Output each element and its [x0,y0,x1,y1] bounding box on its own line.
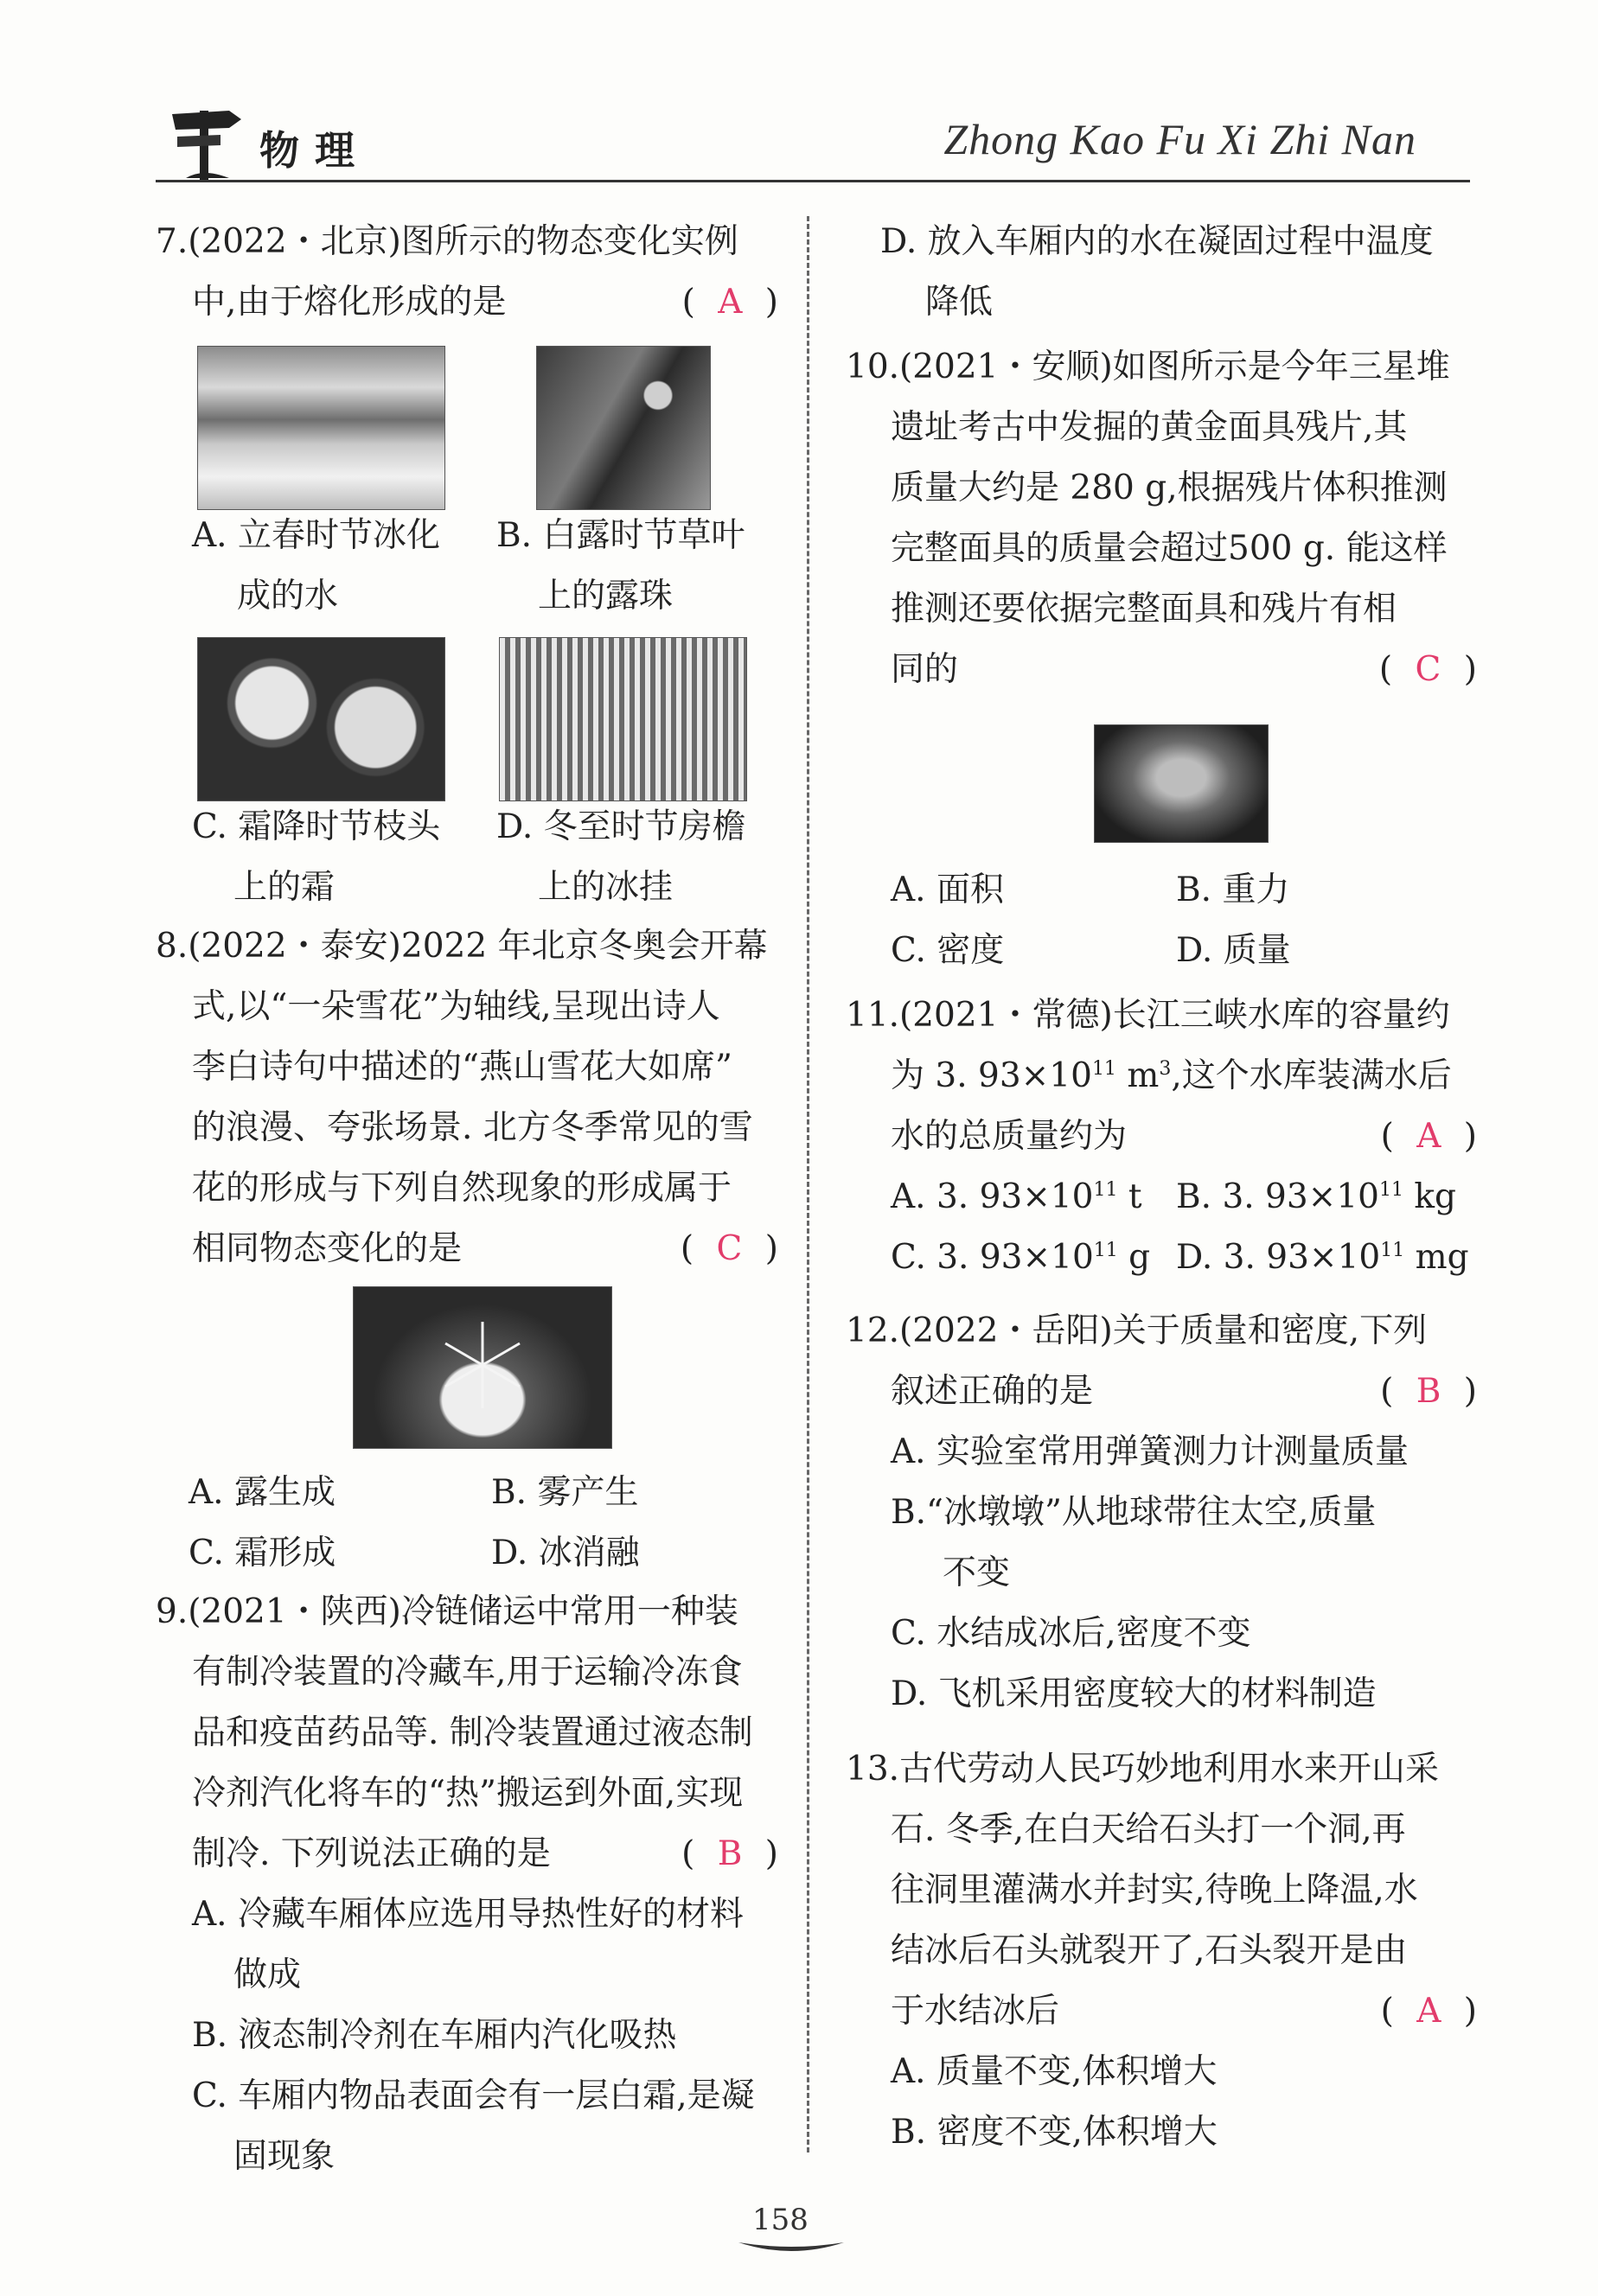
right-column-top [880,212,1477,333]
q13-line1: 13.古代劳动人民巧妙地利用水来开山采 [846,1750,1440,1789]
q13-answer-bracket: ( A ) [1380,1992,1477,2031]
q11-option-c [891,1228,1150,1288]
q8-line3: 李白诗句中描述的“燕山雪花大如席” [192,1048,732,1087]
q12-option-c: C. 水结成冰后,密度不变 [891,1614,1251,1653]
q9-line4: 冷剂汽化将车的“热”搬运到外面,实现 [192,1774,744,1813]
q12-line2 [846,1362,1477,1422]
q10-line1: 10.(2021・安顺)如图所示是今年三星堆 [846,348,1450,386]
q8-line6 [156,1219,778,1279]
q13-line5 [846,1981,1477,2042]
q13-answer: A [1416,1992,1441,2031]
q9-line1: 9.(2021・陕西)冷链储运中常用一种装 [156,1592,738,1631]
q11-option-c-exp: 11 [1093,1240,1118,1261]
q11-option-b-unit: kg [1403,1177,1456,1216]
q8-option-a: A. 露生成 [189,1473,336,1512]
q8-options [189,1463,794,1584]
left-column [156,212,778,333]
q8-line4: 的浪漫、夸张场景. 北方冬季常见的雪 [192,1108,753,1147]
page-number: 158 [752,2203,809,2237]
snowflake-icon [354,1287,611,1448]
q11-options-ab [846,1167,1477,1228]
page-number-swoosh-icon [735,2237,847,2256]
q7-stem-line1: 7.(2022・北京)图所示的物态变化实例 [156,222,738,261]
q8-option-c: C. 霜形成 [189,1534,336,1572]
q8-line5: 花的形成与下列自然现象的形成属于 [192,1169,732,1208]
q11-options-cd [846,1228,1477,1288]
q8-answer: C [716,1229,743,1268]
q10-option-c: C. 密度 [891,931,1005,970]
q10-line2: 遗址考古中发掘的黄金面具残片,其 [891,408,1408,447]
q11-option-c-value: C. 3. 93×10 [891,1238,1094,1277]
q8-stem-end: 相同物态变化的是 [192,1229,463,1268]
q7-stem-text: 中,由于熔化形成的是 [192,283,507,322]
q8-option-d: D. 冰消融 [491,1534,640,1572]
column-divider [807,216,809,2152]
q10-option-d: D. 质量 [1176,931,1291,970]
q12-block [846,1301,1477,1725]
q11-option-b-exp: 11 [1379,1179,1403,1201]
q10-figure-gold-mask [1094,724,1269,843]
q11-capacity-exponent: 11 [1091,1058,1116,1080]
q8-line2: 式,以“一朵雪花”为轴线,呈现出诗人 [192,987,720,1026]
q7-answer-bracket: ( A ) [681,283,778,322]
q10-line3: 质量大约是 280 g,根据残片体积推测 [891,469,1448,507]
q9-option-d-line2: 降低 [925,283,994,322]
q7-option-d-line2: 上的冰挂 [538,868,674,907]
q7-answer: A [718,283,743,322]
q11-line2-rest: ,这个水库装满水后 [1171,1056,1452,1095]
q7-figure-b-dew [536,346,711,510]
q9-line3: 品和疫苗药品等. 制冷装置通过液态制 [192,1713,753,1752]
q13-option-a: A. 质量不变,体积增大 [891,2052,1218,2091]
q7-option-b-line2: 上的露珠 [538,577,674,615]
q11-line3 [846,1107,1477,1167]
q10-block [846,337,1477,700]
q7-option-d-line1: D. 冬至时节房檐 [496,807,746,846]
q7-options-ab [192,506,797,627]
q7-option-c-line1: C. 霜降时节枝头 [192,807,441,846]
signpost-logo-icon [169,102,246,182]
q9-option-a-line2: 做成 [233,1955,302,1994]
q11-option-d-value: D. 3. 93×10 [1176,1238,1381,1277]
q9-answer: B [717,1834,743,1873]
q9-option-a-line1: A. 冷藏车厢体应选用导热性好的材料 [192,1895,744,1934]
q13-line2: 石. 冬季,在白天给石头打一个洞,再 [891,1810,1406,1849]
q10-answer-bracket: ( C ) [1378,650,1477,689]
q11-answer-bracket: ( A ) [1380,1117,1477,1156]
q11-option-d [1176,1228,1469,1288]
q12-line1: 12.(2022・岳阳)关于质量和密度,下列 [846,1311,1428,1350]
q7-options-cd [192,797,797,918]
q7-figure-a-ice-melting [197,346,445,510]
q9-option-b: B. 液态制冷剂在车厢内汽化吸热 [192,2016,677,2055]
q7-option-a-line2: 成的水 [237,577,339,615]
q8-figure-snowflake-ceremony [353,1286,612,1449]
q11-option-b-value: B. 3. 93×10 [1176,1177,1379,1216]
q11-line1: 11.(2021・常德)长江三峡水库的容量约 [846,996,1450,1035]
q12-answer-bracket: ( B ) [1380,1372,1477,1411]
q9-option-d-line1: D. 放入车厢内的水在凝固过程中温度 [880,222,1434,261]
series-title: Zhong Kao Fu Xi Zhi Nan [943,115,1416,163]
header-rule [156,180,1470,182]
q11-answer: A [1416,1117,1441,1156]
q11-capacity-value: 为 3. 93×10 [891,1056,1092,1095]
q8-option-b: B. 雾产生 [491,1473,639,1512]
q11-option-b [1176,1167,1456,1228]
q10-line5: 推测还要依据完整面具和残片有相 [891,590,1397,628]
q12-option-b-line1: B.“冰墩墩”从地球带往太空,质量 [891,1493,1377,1532]
q9-option-c-line2: 固现象 [233,2137,336,2176]
q11-option-d-exp: 11 [1380,1240,1405,1261]
q11-capacity-unit-power: 3 [1159,1058,1172,1080]
q10-line4: 完整面具的质量会超过500 g. 能这样 [891,529,1448,568]
q9-answer-bracket: ( B ) [681,1834,778,1873]
q13-line3: 往洞里灌满水并封实,待晚上降温,水 [891,1871,1418,1910]
q13-block [846,1739,1477,2163]
q9-block [156,1582,778,2187]
q8-line1: 8.(2022・泰安)2022 年北京冬奥会开幕 [156,927,768,966]
q13-line4: 结冰后石头就裂开了,石头裂开是由 [891,1931,1408,1970]
q9-stem-end: 制冷. 下列说法正确的是 [192,1834,551,1873]
q11-option-a [891,1167,1142,1228]
q7-figure-c-frost [197,637,445,801]
subject-title: 物理 [259,127,370,174]
q7-option-b-line1: B. 白露时节草叶 [496,516,745,555]
q13-stem-end: 于水结冰后 [891,1992,1060,2031]
q12-option-b-line2: 不变 [943,1553,1011,1592]
q10-stem-end: 同的 [891,650,959,689]
q11-option-c-unit: g [1117,1238,1151,1277]
q11-option-a-unit: t [1117,1177,1142,1216]
q12-stem-end: 叙述正确的是 [891,1372,1094,1411]
q11-stem-end: 水的总质量约为 [891,1117,1128,1156]
q10-option-a: A. 面积 [891,871,1004,909]
q12-answer: B [1416,1372,1441,1411]
q7-stem-line2 [156,272,778,333]
q8-block [156,916,778,1279]
q12-option-d: D. 飞机采用密度较大的材料制造 [891,1674,1377,1713]
q9-line5 [156,1824,778,1885]
q11-option-a-value: A. 3. 93×10 [891,1177,1094,1216]
q8-answer-bracket: ( C ) [680,1229,778,1268]
q13-option-b: B. 密度不变,体积增大 [891,2113,1218,2152]
q11-option-a-exp: 11 [1093,1179,1118,1201]
q10-options [891,860,1479,981]
q11-option-d-unit: mg [1404,1238,1469,1277]
q10-answer: C [1415,650,1441,689]
q9-line2: 有制冷装置的冷藏车,用于运输冷冻食 [192,1653,743,1692]
q7-option-c-line2: 上的霜 [233,868,336,907]
q11-block [846,985,1477,1288]
q10-option-b: B. 重力 [1176,871,1290,909]
q11-line2 [846,1046,1477,1107]
q11-capacity-unit: m [1115,1056,1160,1095]
q12-option-a: A. 实验室常用弹簧测力计测量质量 [891,1432,1409,1471]
q9-option-c-line1: C. 车厢内物品表面会有一层白霜,是凝 [192,2076,755,2115]
q7-option-a-line1: A. 立春时节冰化 [192,516,440,555]
q7-figure-d-icicles [499,637,747,801]
q10-line6 [846,640,1477,700]
